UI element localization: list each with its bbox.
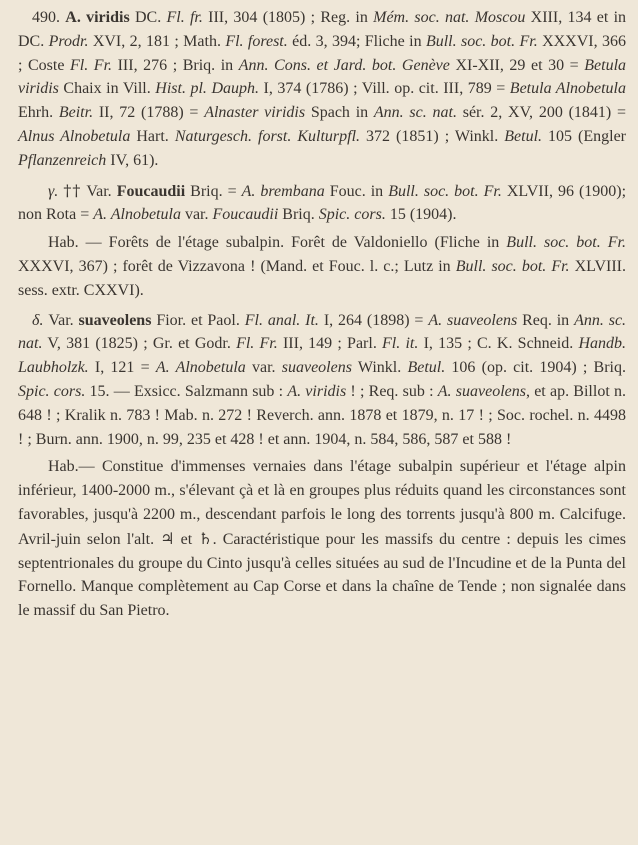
synonym-name: Alnus Alnobetula xyxy=(18,127,131,145)
text-fragment: IV, 61). xyxy=(106,151,159,169)
species-name: A. viridis xyxy=(65,9,130,26)
text-fragment: 15. — Exsicc. Salzmann sub : xyxy=(85,382,288,400)
citation-title: Handb. Laubholzk. xyxy=(18,335,626,377)
text-fragment: III, 149 ; Parl. xyxy=(277,335,383,353)
text-fragment: Winkl. xyxy=(351,359,408,377)
citation-title: Fl. forest. xyxy=(225,32,288,50)
variety-name: Foucaudii xyxy=(116,182,186,200)
text-fragment: I, 264 (1898) = xyxy=(318,311,429,329)
text-fragment: var. xyxy=(245,359,282,377)
citation-title: Beitr. xyxy=(58,104,94,122)
synonym-name: A. Alnobetula xyxy=(93,206,181,224)
citation-title: Fl. Fr. xyxy=(70,56,113,74)
text-fragment: . Caractéristique pour les massifs du centre : depuis les cimes septentrionales du groupe du Cinto jusqu'à celles situées au sud de l'Incudine et de la Punta del Fornello. Manque complètement au Cap Corse et dans la chaîne de Tende ; non signalée dans le massif du San Pietro. xyxy=(18,530,626,620)
habitat-foucaudii xyxy=(18,231,626,302)
text-fragment: , et ap. Billot n. 648 ! ; Kralik n. 783 ! Mab. n. 272 ! Reverch. ann. 1878 et 1879, n. 17 ! ; Soc. rochel. n. 4498 ! ; Burn. ann. 1900, n. 99, 235 et 428 ! et ann. 1904, n. 584, 586, 587 et 588 ! xyxy=(18,382,626,448)
synonym-name: Betula viridis xyxy=(18,56,627,98)
entry-alnus-viridis xyxy=(18,6,626,173)
variety-foucaudii xyxy=(18,179,626,228)
entry-number: 490. xyxy=(32,9,60,26)
text-fragment: var. xyxy=(180,206,213,224)
citation-title: Betul. xyxy=(407,359,446,377)
citation-title: Bull. soc. bot. Fr. xyxy=(506,234,626,252)
citation-title: Fl. Fr. xyxy=(236,335,278,353)
text-fragment: DC. xyxy=(129,9,167,26)
citation-title: Spic. cors. xyxy=(18,382,86,400)
text-fragment: XLVIII. sess. extr. CXXVI). xyxy=(18,257,626,299)
citation-title: Naturgesch. forst. Kulturpfl. xyxy=(174,127,361,145)
citation-title: Bull. soc. bot. Fr. xyxy=(388,182,502,200)
text-fragment: éd. 3, 394; Fliche in xyxy=(287,32,426,50)
rarity-mark: †† xyxy=(63,180,82,200)
text-fragment: I, 135 ; C. K. Schneid. xyxy=(418,335,579,353)
citation-title: Fl. it. xyxy=(382,335,419,353)
text-fragment: Var. xyxy=(81,182,117,200)
text-fragment: Hab.— Constitue d'immenses vernaies dans l'étage subalpin supérieur et l'étage alpin inférieur, 1400-2000 m., s'élevant çà et là en groupes plus réduits quand les circonstances sont favorables, jusqu'à 2200 m., descendant parfois le long des torrents jusqu'à 800 m. Calcifuge. Avril-juin selon l'alt. xyxy=(18,458,626,548)
text-fragment: Fouc. in xyxy=(324,182,389,200)
citation-title: Bull. soc. bot. Fr. xyxy=(455,257,570,275)
citation-title: Ann. Cons. et Jard. bot. Genève xyxy=(238,56,450,74)
citation-title: Ann. sc. nat. xyxy=(373,104,457,122)
text-fragment: et xyxy=(174,530,199,548)
text-fragment: I, 374 (1786) ; Vill. op. cit. III, 789 = xyxy=(259,80,510,98)
synonym-name: Betula Alnobetula xyxy=(509,80,627,98)
text-fragment: XXXVI, 367) ; forêt de Vizzavona ! (Mand. et Fouc. l. c.; Lutz in xyxy=(18,257,456,275)
citation-title: Hist. pl. Dauph. xyxy=(155,80,259,98)
text-fragment: II, 72 (1788) = xyxy=(93,104,205,122)
citation-title: Fl. fr. xyxy=(166,9,203,26)
text-fragment: XI-XII, 29 et 30 = xyxy=(449,56,585,74)
text-fragment: III, 304 (1805) ; Reg. in xyxy=(202,9,374,26)
text-fragment: 105 (Engler xyxy=(542,127,627,145)
text-fragment: III, 276 ; Briq. in xyxy=(112,56,239,74)
synonym-name: A. suaveolens xyxy=(437,382,526,400)
text-fragment: I, 121 = xyxy=(88,359,156,377)
synonym-name: Foucaudii xyxy=(212,206,279,224)
habitat-suaveolens xyxy=(18,455,626,623)
variety-letter: δ. xyxy=(32,311,44,329)
synonym-name: Alnaster viridis xyxy=(204,104,306,122)
text-fragment: Spach in xyxy=(305,104,374,122)
text-fragment: ! ; Req. sub : xyxy=(346,382,438,400)
text-fragment: Chaix in Vill. xyxy=(58,80,156,98)
synonym-name: suaveolens xyxy=(281,359,352,377)
variety-name: suaveolens xyxy=(78,311,152,329)
jupiter-symbol-icon: ♃ xyxy=(160,528,175,548)
citation-title: Ann. sc. nat. xyxy=(18,311,627,353)
text-fragment: Briq. = xyxy=(185,182,242,200)
citation-title: Spic. cors. xyxy=(318,206,386,224)
text-fragment: sér. 2, XV, 200 (1841) = xyxy=(456,104,627,122)
variety-suaveolens xyxy=(18,309,626,452)
synonym-name: A. brembana xyxy=(241,182,325,200)
text-fragment: Hart. xyxy=(130,127,175,145)
text-fragment: XVI, 2, 181 ; Math. xyxy=(88,32,226,50)
citation-title: Mém. soc. nat. Moscou xyxy=(373,9,526,26)
citation-title: Bull. soc. bot. Fr. xyxy=(425,32,538,50)
saturn-symbol-icon: ♄ xyxy=(198,528,213,548)
text-fragment: XIII, 134 et in DC. xyxy=(18,9,627,50)
text-fragment: 106 (op. cit. 1904) ; Briq. xyxy=(445,359,626,377)
citation-title: Pflanzenreich xyxy=(18,151,107,169)
synonym-name: A. suaveolens xyxy=(428,311,518,329)
text-fragment: V, 381 (1825) ; Gr. et Godr. xyxy=(42,335,237,353)
text-fragment: Ehrh. xyxy=(18,104,59,122)
text-fragment: 15 (1904). xyxy=(385,206,457,224)
text-fragment: Var. xyxy=(43,311,79,329)
citation-title: Betul. xyxy=(504,127,543,145)
text-fragment: Req. in xyxy=(517,311,575,329)
variety-letter: γ. xyxy=(48,182,59,200)
text-fragment: 372 (1851) ; Winkl. xyxy=(360,127,505,145)
text-fragment: XXXVI, 366 ; Coste xyxy=(18,32,626,74)
citation-title: Fl. anal. It. xyxy=(244,311,319,329)
synonym-name: A. Alnobetula xyxy=(155,359,246,377)
text-fragment: Hab. — Forêts de l'étage subalpin. Forêt de Valdoniello (Fliche in xyxy=(48,234,507,252)
text-fragment: Fior. et Paol. xyxy=(151,311,245,329)
citation-title: Prodr. xyxy=(48,32,89,50)
text-fragment: XLVII, 96 (1900); non Rota = xyxy=(18,182,627,224)
text-fragment: Briq. xyxy=(278,206,319,224)
synonym-name: A. viridis xyxy=(287,382,347,400)
